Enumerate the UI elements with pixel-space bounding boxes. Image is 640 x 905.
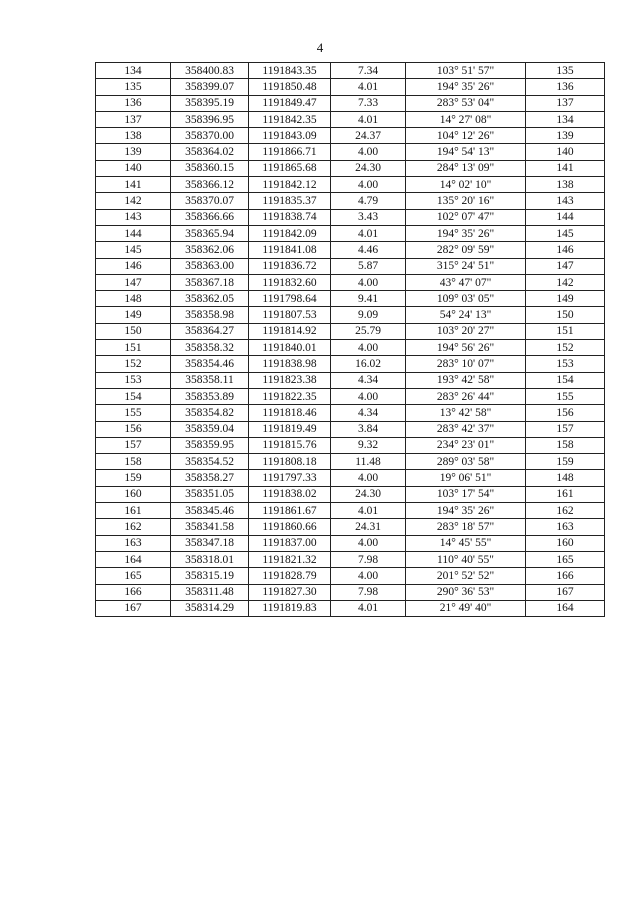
bearing-cell: 109° 03' 05" bbox=[406, 291, 526, 307]
bearing-cell: 103° 17' 54" bbox=[406, 486, 526, 502]
y-coordinate-cell: 1191849.47 bbox=[249, 95, 331, 111]
point-number-cell: 137 bbox=[96, 111, 171, 127]
x-coordinate-cell: 358359.04 bbox=[171, 421, 249, 437]
bearing-cell: 194° 56' 26" bbox=[406, 340, 526, 356]
table-row bbox=[96, 258, 605, 274]
next-point-cell: 147 bbox=[526, 258, 605, 274]
x-coordinate-cell: 358360.15 bbox=[171, 160, 249, 176]
distance-cell: 24.30 bbox=[331, 160, 406, 176]
point-number-cell: 142 bbox=[96, 193, 171, 209]
y-coordinate-cell: 1191837.00 bbox=[249, 535, 331, 551]
point-number-cell: 146 bbox=[96, 258, 171, 274]
bearing-cell: 14° 27' 08" bbox=[406, 111, 526, 127]
table-row bbox=[96, 177, 605, 193]
point-number-cell: 160 bbox=[96, 486, 171, 502]
bearing-cell: 54° 24' 13" bbox=[406, 307, 526, 323]
point-number-cell: 154 bbox=[96, 388, 171, 404]
distance-cell: 9.41 bbox=[331, 291, 406, 307]
y-coordinate-cell: 1191807.53 bbox=[249, 307, 331, 323]
distance-cell: 4.00 bbox=[331, 568, 406, 584]
y-coordinate-cell: 1191821.32 bbox=[249, 551, 331, 567]
x-coordinate-cell: 358311.48 bbox=[171, 584, 249, 600]
distance-cell: 4.34 bbox=[331, 405, 406, 421]
next-point-cell: 154 bbox=[526, 372, 605, 388]
table-row bbox=[96, 551, 605, 567]
bearing-cell: 194° 35' 26" bbox=[406, 225, 526, 241]
distance-cell: 4.00 bbox=[331, 340, 406, 356]
y-coordinate-cell: 1191798.64 bbox=[249, 291, 331, 307]
next-point-cell: 166 bbox=[526, 568, 605, 584]
distance-cell: 4.00 bbox=[331, 177, 406, 193]
distance-cell: 4.01 bbox=[331, 600, 406, 616]
distance-cell: 25.79 bbox=[331, 323, 406, 339]
bearing-cell: 43° 47' 07" bbox=[406, 274, 526, 290]
next-point-cell: 148 bbox=[526, 470, 605, 486]
distance-cell: 9.32 bbox=[331, 437, 406, 453]
next-point-cell: 135 bbox=[526, 63, 605, 79]
table-row bbox=[96, 535, 605, 551]
bearing-cell: 21° 49' 40" bbox=[406, 600, 526, 616]
table-row bbox=[96, 225, 605, 241]
x-coordinate-cell: 358315.19 bbox=[171, 568, 249, 584]
distance-cell: 4.00 bbox=[331, 274, 406, 290]
next-point-cell: 138 bbox=[526, 177, 605, 193]
next-point-cell: 167 bbox=[526, 584, 605, 600]
next-point-cell: 144 bbox=[526, 209, 605, 225]
point-number-cell: 140 bbox=[96, 160, 171, 176]
bearing-cell: 234° 23' 01" bbox=[406, 437, 526, 453]
point-number-cell: 136 bbox=[96, 95, 171, 111]
x-coordinate-cell: 358399.07 bbox=[171, 79, 249, 95]
bearing-cell: 110° 40' 55" bbox=[406, 551, 526, 567]
distance-cell: 7.98 bbox=[331, 584, 406, 600]
bearing-cell: 283° 53' 04" bbox=[406, 95, 526, 111]
x-coordinate-cell: 358396.95 bbox=[171, 111, 249, 127]
table-row bbox=[96, 323, 605, 339]
point-number-cell: 162 bbox=[96, 519, 171, 535]
table-row bbox=[96, 584, 605, 600]
distance-cell: 4.46 bbox=[331, 242, 406, 258]
x-coordinate-cell: 358358.98 bbox=[171, 307, 249, 323]
page-number: 4 bbox=[316, 40, 324, 55]
next-point-cell: 160 bbox=[526, 535, 605, 551]
coordinates-table bbox=[95, 62, 605, 617]
table-row bbox=[96, 388, 605, 404]
table-row bbox=[96, 437, 605, 453]
distance-cell: 16.02 bbox=[331, 356, 406, 372]
y-coordinate-cell: 1191838.02 bbox=[249, 486, 331, 502]
next-point-cell: 157 bbox=[526, 421, 605, 437]
table-row bbox=[96, 209, 605, 225]
y-coordinate-cell: 1191827.30 bbox=[249, 584, 331, 600]
bearing-cell: 315° 24' 51" bbox=[406, 258, 526, 274]
distance-cell: 4.79 bbox=[331, 193, 406, 209]
bearing-cell: 282° 09' 59" bbox=[406, 242, 526, 258]
table-row bbox=[96, 470, 605, 486]
x-coordinate-cell: 358363.00 bbox=[171, 258, 249, 274]
next-point-cell: 161 bbox=[526, 486, 605, 502]
table-row bbox=[96, 274, 605, 290]
y-coordinate-cell: 1191815.76 bbox=[249, 437, 331, 453]
table-row bbox=[96, 372, 605, 388]
next-point-cell: 146 bbox=[526, 242, 605, 258]
next-point-cell: 142 bbox=[526, 274, 605, 290]
bearing-cell: 103° 20' 27" bbox=[406, 323, 526, 339]
x-coordinate-cell: 358358.27 bbox=[171, 470, 249, 486]
table-row bbox=[96, 193, 605, 209]
distance-cell: 9.09 bbox=[331, 307, 406, 323]
distance-cell: 4.00 bbox=[331, 144, 406, 160]
y-coordinate-cell: 1191843.09 bbox=[249, 128, 331, 144]
next-point-cell: 152 bbox=[526, 340, 605, 356]
x-coordinate-cell: 358370.00 bbox=[171, 128, 249, 144]
y-coordinate-cell: 1191836.72 bbox=[249, 258, 331, 274]
y-coordinate-cell: 1191838.74 bbox=[249, 209, 331, 225]
x-coordinate-cell: 358318.01 bbox=[171, 551, 249, 567]
table-row bbox=[96, 486, 605, 502]
bearing-cell: 194° 35' 26" bbox=[406, 503, 526, 519]
table-row bbox=[96, 95, 605, 111]
point-number-cell: 161 bbox=[96, 503, 171, 519]
bearing-cell: 104° 12' 26" bbox=[406, 128, 526, 144]
x-coordinate-cell: 358366.12 bbox=[171, 177, 249, 193]
distance-cell: 4.00 bbox=[331, 388, 406, 404]
point-number-cell: 156 bbox=[96, 421, 171, 437]
y-coordinate-cell: 1191819.83 bbox=[249, 600, 331, 616]
point-number-cell: 157 bbox=[96, 437, 171, 453]
point-number-cell: 159 bbox=[96, 470, 171, 486]
bearing-cell: 283° 10' 07" bbox=[406, 356, 526, 372]
y-coordinate-cell: 1191860.66 bbox=[249, 519, 331, 535]
bearing-cell: 14° 45' 55" bbox=[406, 535, 526, 551]
table-row bbox=[96, 340, 605, 356]
point-number-cell: 145 bbox=[96, 242, 171, 258]
y-coordinate-cell: 1191861.67 bbox=[249, 503, 331, 519]
table-row bbox=[96, 405, 605, 421]
point-number-cell: 144 bbox=[96, 225, 171, 241]
point-number-cell: 155 bbox=[96, 405, 171, 421]
distance-cell: 24.30 bbox=[331, 486, 406, 502]
table-row bbox=[96, 454, 605, 470]
next-point-cell: 136 bbox=[526, 79, 605, 95]
distance-cell: 5.87 bbox=[331, 258, 406, 274]
table-row bbox=[96, 160, 605, 176]
point-number-cell: 134 bbox=[96, 63, 171, 79]
point-number-cell: 150 bbox=[96, 323, 171, 339]
y-coordinate-cell: 1191818.46 bbox=[249, 405, 331, 421]
bearing-cell: 194° 54' 13" bbox=[406, 144, 526, 160]
y-coordinate-cell: 1191819.49 bbox=[249, 421, 331, 437]
point-number-cell: 143 bbox=[96, 209, 171, 225]
x-coordinate-cell: 358314.29 bbox=[171, 600, 249, 616]
bearing-cell: 102° 07' 47" bbox=[406, 209, 526, 225]
next-point-cell: 149 bbox=[526, 291, 605, 307]
next-point-cell: 137 bbox=[526, 95, 605, 111]
bearing-cell: 193° 42' 58" bbox=[406, 372, 526, 388]
bearing-cell: 135° 20' 16" bbox=[406, 193, 526, 209]
point-number-cell: 148 bbox=[96, 291, 171, 307]
table-row bbox=[96, 307, 605, 323]
x-coordinate-cell: 358351.05 bbox=[171, 486, 249, 502]
table-row bbox=[96, 144, 605, 160]
x-coordinate-cell: 358354.82 bbox=[171, 405, 249, 421]
point-number-cell: 164 bbox=[96, 551, 171, 567]
x-coordinate-cell: 358354.52 bbox=[171, 454, 249, 470]
next-point-cell: 155 bbox=[526, 388, 605, 404]
y-coordinate-cell: 1191841.08 bbox=[249, 242, 331, 258]
x-coordinate-cell: 358370.07 bbox=[171, 193, 249, 209]
distance-cell: 4.00 bbox=[331, 535, 406, 551]
table-row bbox=[96, 421, 605, 437]
y-coordinate-cell: 1191823.38 bbox=[249, 372, 331, 388]
next-point-cell: 145 bbox=[526, 225, 605, 241]
table-row bbox=[96, 242, 605, 258]
next-point-cell: 143 bbox=[526, 193, 605, 209]
point-number-cell: 141 bbox=[96, 177, 171, 193]
bearing-cell: 13° 42' 58" bbox=[406, 405, 526, 421]
bearing-cell: 284° 13' 09" bbox=[406, 160, 526, 176]
x-coordinate-cell: 358395.19 bbox=[171, 95, 249, 111]
x-coordinate-cell: 358364.27 bbox=[171, 323, 249, 339]
table-row bbox=[96, 63, 605, 79]
point-number-cell: 166 bbox=[96, 584, 171, 600]
y-coordinate-cell: 1191843.35 bbox=[249, 63, 331, 79]
point-number-cell: 139 bbox=[96, 144, 171, 160]
point-number-cell: 135 bbox=[96, 79, 171, 95]
next-point-cell: 151 bbox=[526, 323, 605, 339]
distance-cell: 3.43 bbox=[331, 209, 406, 225]
x-coordinate-cell: 358353.89 bbox=[171, 388, 249, 404]
x-coordinate-cell: 358341.58 bbox=[171, 519, 249, 535]
x-coordinate-cell: 358362.06 bbox=[171, 242, 249, 258]
point-number-cell: 147 bbox=[96, 274, 171, 290]
distance-cell: 7.98 bbox=[331, 551, 406, 567]
next-point-cell: 134 bbox=[526, 111, 605, 127]
next-point-cell: 159 bbox=[526, 454, 605, 470]
distance-cell: 7.33 bbox=[331, 95, 406, 111]
next-point-cell: 162 bbox=[526, 503, 605, 519]
bearing-cell: 19° 06' 51" bbox=[406, 470, 526, 486]
x-coordinate-cell: 358366.66 bbox=[171, 209, 249, 225]
y-coordinate-cell: 1191840.01 bbox=[249, 340, 331, 356]
next-point-cell: 156 bbox=[526, 405, 605, 421]
distance-cell: 24.31 bbox=[331, 519, 406, 535]
bearing-cell: 201° 52' 52" bbox=[406, 568, 526, 584]
x-coordinate-cell: 358362.05 bbox=[171, 291, 249, 307]
y-coordinate-cell: 1191822.35 bbox=[249, 388, 331, 404]
bearing-cell: 103° 51' 57" bbox=[406, 63, 526, 79]
point-number-cell: 151 bbox=[96, 340, 171, 356]
bearing-cell: 283° 42' 37" bbox=[406, 421, 526, 437]
y-coordinate-cell: 1191797.33 bbox=[249, 470, 331, 486]
next-point-cell: 141 bbox=[526, 160, 605, 176]
y-coordinate-cell: 1191814.92 bbox=[249, 323, 331, 339]
distance-cell: 4.00 bbox=[331, 470, 406, 486]
y-coordinate-cell: 1191850.48 bbox=[249, 79, 331, 95]
point-number-cell: 138 bbox=[96, 128, 171, 144]
bearing-cell: 14° 02' 10" bbox=[406, 177, 526, 193]
y-coordinate-cell: 1191835.37 bbox=[249, 193, 331, 209]
table-row bbox=[96, 356, 605, 372]
table-row bbox=[96, 519, 605, 535]
y-coordinate-cell: 1191832.60 bbox=[249, 274, 331, 290]
coordinates-table-body bbox=[96, 63, 605, 617]
point-number-cell: 152 bbox=[96, 356, 171, 372]
y-coordinate-cell: 1191808.18 bbox=[249, 454, 331, 470]
distance-cell: 4.01 bbox=[331, 111, 406, 127]
next-point-cell: 165 bbox=[526, 551, 605, 567]
y-coordinate-cell: 1191842.09 bbox=[249, 225, 331, 241]
bearing-cell: 283° 26' 44" bbox=[406, 388, 526, 404]
y-coordinate-cell: 1191838.98 bbox=[249, 356, 331, 372]
table-row bbox=[96, 79, 605, 95]
x-coordinate-cell: 358365.94 bbox=[171, 225, 249, 241]
y-coordinate-cell: 1191865.68 bbox=[249, 160, 331, 176]
distance-cell: 4.01 bbox=[331, 503, 406, 519]
point-number-cell: 165 bbox=[96, 568, 171, 584]
y-coordinate-cell: 1191842.12 bbox=[249, 177, 331, 193]
bearing-cell: 290° 36' 53" bbox=[406, 584, 526, 600]
y-coordinate-cell: 1191828.79 bbox=[249, 568, 331, 584]
bearing-cell: 289° 03' 58" bbox=[406, 454, 526, 470]
x-coordinate-cell: 358354.46 bbox=[171, 356, 249, 372]
point-number-cell: 158 bbox=[96, 454, 171, 470]
point-number-cell: 153 bbox=[96, 372, 171, 388]
table-row bbox=[96, 503, 605, 519]
x-coordinate-cell: 358400.83 bbox=[171, 63, 249, 79]
table-row bbox=[96, 568, 605, 584]
table-row bbox=[96, 600, 605, 616]
next-point-cell: 158 bbox=[526, 437, 605, 453]
table-row bbox=[96, 291, 605, 307]
distance-cell: 11.48 bbox=[331, 454, 406, 470]
distance-cell: 24.37 bbox=[331, 128, 406, 144]
x-coordinate-cell: 358359.95 bbox=[171, 437, 249, 453]
point-number-cell: 163 bbox=[96, 535, 171, 551]
bearing-cell: 283° 18' 57" bbox=[406, 519, 526, 535]
y-coordinate-cell: 1191866.71 bbox=[249, 144, 331, 160]
next-point-cell: 153 bbox=[526, 356, 605, 372]
table-row bbox=[96, 128, 605, 144]
x-coordinate-cell: 358364.02 bbox=[171, 144, 249, 160]
distance-cell: 4.01 bbox=[331, 225, 406, 241]
distance-cell: 4.34 bbox=[331, 372, 406, 388]
next-point-cell: 140 bbox=[526, 144, 605, 160]
next-point-cell: 163 bbox=[526, 519, 605, 535]
distance-cell: 4.01 bbox=[331, 79, 406, 95]
bearing-cell: 194° 35' 26" bbox=[406, 79, 526, 95]
next-point-cell: 139 bbox=[526, 128, 605, 144]
x-coordinate-cell: 358347.18 bbox=[171, 535, 249, 551]
point-number-cell: 167 bbox=[96, 600, 171, 616]
next-point-cell: 150 bbox=[526, 307, 605, 323]
y-coordinate-cell: 1191842.35 bbox=[249, 111, 331, 127]
x-coordinate-cell: 358367.18 bbox=[171, 274, 249, 290]
next-point-cell: 164 bbox=[526, 600, 605, 616]
distance-cell: 7.34 bbox=[331, 63, 406, 79]
distance-cell: 3.84 bbox=[331, 421, 406, 437]
point-number-cell: 149 bbox=[96, 307, 171, 323]
table-row bbox=[96, 111, 605, 127]
x-coordinate-cell: 358358.32 bbox=[171, 340, 249, 356]
x-coordinate-cell: 358345.46 bbox=[171, 503, 249, 519]
x-coordinate-cell: 358358.11 bbox=[171, 372, 249, 388]
